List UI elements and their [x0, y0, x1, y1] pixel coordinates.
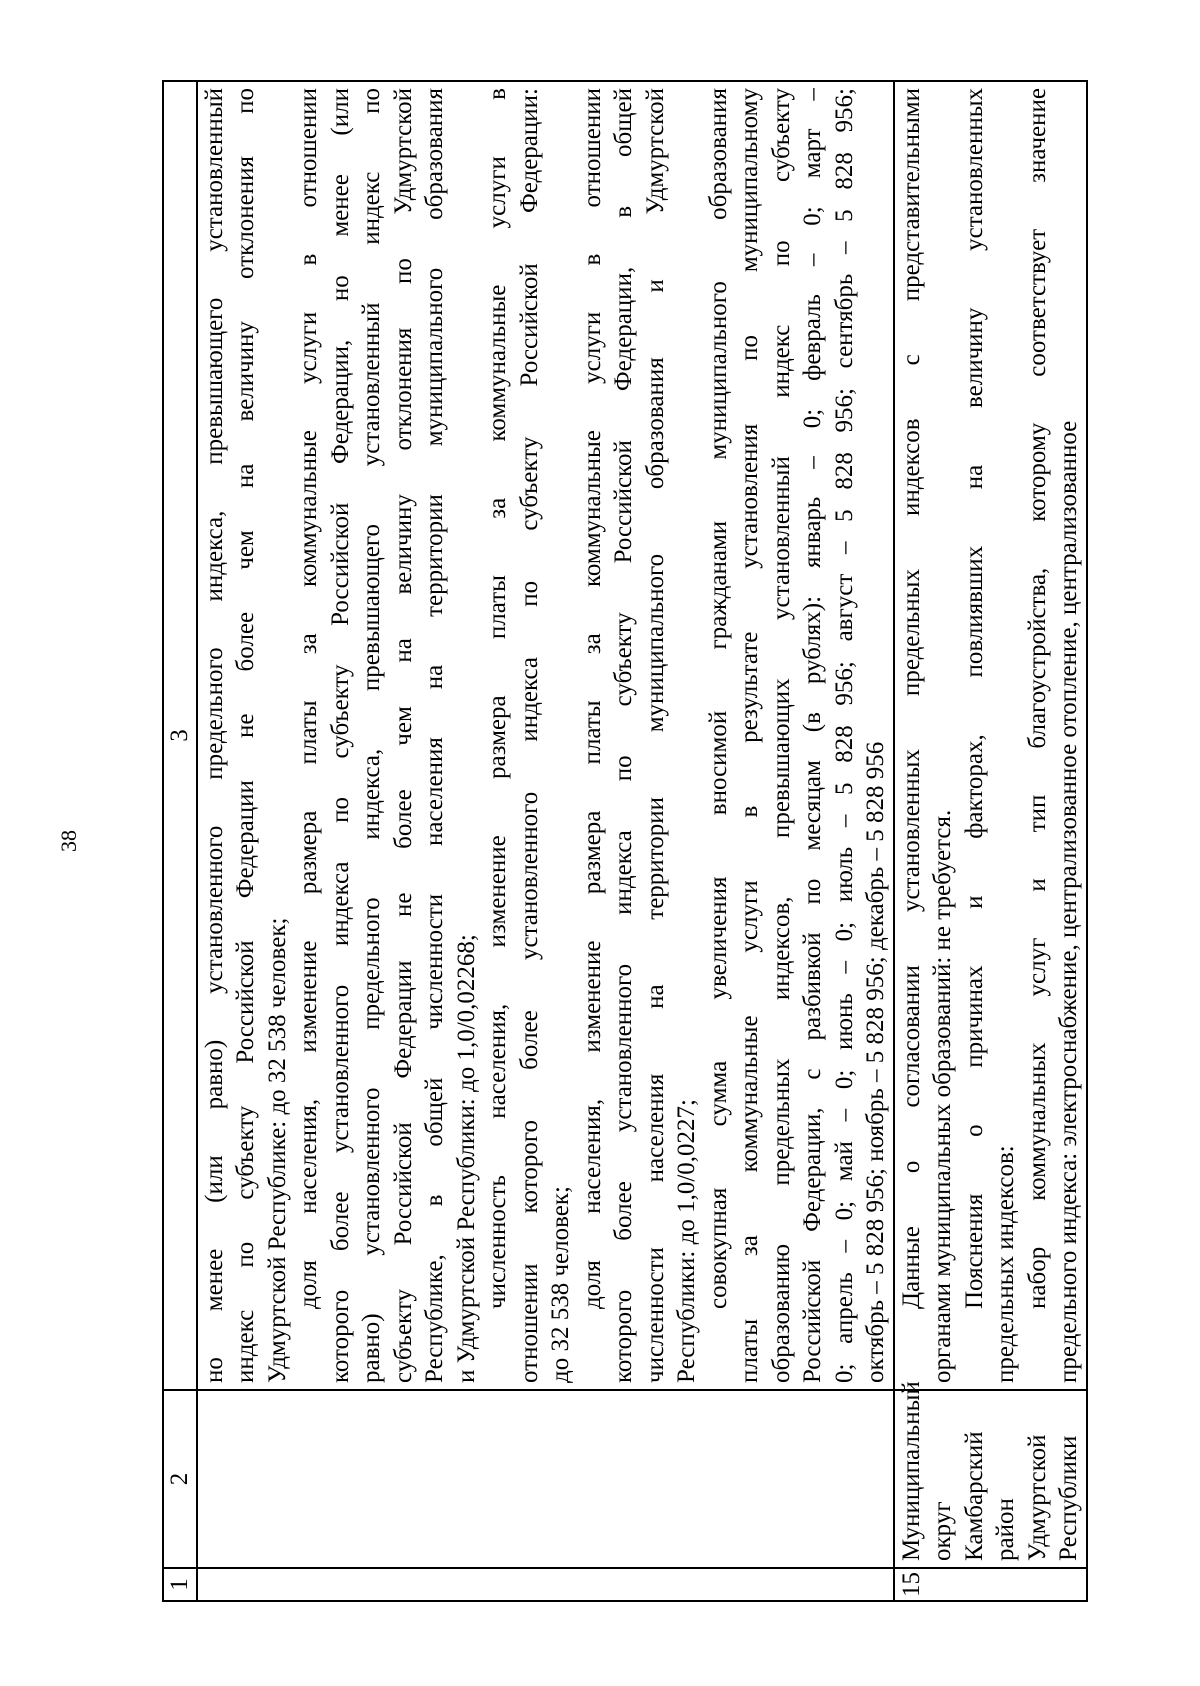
- description-line: которого более установленного индекса по субъекту Российской Федерации, но менее (или: [326, 88, 354, 1383]
- header-col-1: 1: [163, 1568, 197, 1601]
- table-header-row: [163, 81, 197, 1601]
- description-paragraph: [482, 88, 577, 1383]
- description-line: 0; апрель – 0; май – 0; июнь – 0; июль – 5 828 956; август – 5 828 956; сентябрь – 5 828 956;: [830, 88, 858, 1383]
- description-line: октябрь – 5 828 956; ноябрь – 5 828 956; декабрь – 5 828 956: [862, 741, 889, 1383]
- header-col-2: 2: [163, 1390, 197, 1568]
- description-line: Республики: до 1,0/0,0227;: [673, 1099, 700, 1383]
- description-line: численности населения на территории муниципального образования и Удмуртской: [641, 88, 669, 1383]
- description-paragraph: [293, 88, 482, 1383]
- description-line: предельных индексов:: [992, 1145, 1019, 1383]
- description-line: доля населения, изменение размера платы за коммунальные услуги в отношении: [578, 88, 606, 1309]
- description-line: доля населения, изменение размера платы за коммунальные услуги в отношении: [295, 88, 322, 1309]
- table-row: [197, 81, 894, 1601]
- page-number: 38: [56, 830, 81, 852]
- description-line: субъекту Российской Федерации не более чем на величину отклонения по Удмуртской: [389, 88, 417, 1383]
- description-line: равно) установленного предельного индекса, превышающего установленный индекс по: [358, 88, 385, 1383]
- header-col-3: 3: [163, 81, 197, 1390]
- description-paragraph: [577, 88, 703, 1383]
- description-line: Данные о согласовании установленных предельных индексов с представительными: [897, 88, 925, 1309]
- table-row: [894, 81, 1087, 1601]
- description-line: до 32 538 человек;: [547, 1186, 574, 1383]
- description-line: совокупная сумма увеличения вносимой гражданами муниципального образования: [704, 88, 732, 1309]
- municipality-name: [197, 1390, 894, 1568]
- document-table-rotated: [162, 82, 1097, 1602]
- row-number: [197, 1568, 894, 1601]
- description-line: Пояснения о причинах и факторах, повлиявших на величину установленных: [960, 88, 988, 1309]
- description-paragraph: [1022, 88, 1085, 1383]
- municipality-name: Муниципальный округ Камбарский район Удмуртской Республики: [894, 1390, 1087, 1568]
- row-description: [894, 81, 1087, 1390]
- description-paragraph: [896, 88, 959, 1383]
- description-line: Российской Федерации, с разбивкой по месяцам (в рублях): январь – 0; февраль – 0; март –: [799, 88, 826, 1383]
- description-line: предельного индекса: электроснабжение, централизованное отопление, централизованное: [1055, 420, 1082, 1383]
- description-paragraph: [959, 88, 1022, 1383]
- description-line: которого более установленного индекса по субъекту Российской Федерации, в общей: [610, 88, 637, 1383]
- row-number: 15: [894, 1568, 1087, 1601]
- description-line: платы за коммунальные услуги в результате установления по муниципальному: [736, 88, 763, 1383]
- description-line: и Удмуртской Республики: до 1,0/0,02268;: [452, 934, 480, 1383]
- description-line: численность населения, изменение размера платы за коммунальные услуги в: [484, 88, 511, 1309]
- description-line: набор коммунальных услуг и тип благоустройства, которому соответствует значение: [1023, 88, 1051, 1309]
- row-description: [197, 81, 894, 1390]
- description-line: индекс по субъекту Российской Федерации не более чем на величину отклонения по: [232, 88, 259, 1383]
- description-line: отношении которого более установленного индекса по субъекту Российской Федерации:: [515, 88, 543, 1383]
- description-line: но менее (или равно) установленного предельного индекса, превышающего установленный: [200, 88, 228, 1383]
- indices-table: [162, 80, 1088, 1602]
- description-line: органами муниципальных образований: не требуется.: [929, 809, 956, 1383]
- description-line: Республике, в общей численности населения на территории муниципального образования: [421, 88, 448, 1383]
- description-paragraph: [703, 88, 892, 1383]
- description-line: Удмуртской Республике: до 32 538 человек;: [263, 917, 291, 1383]
- description-paragraph: [199, 88, 294, 1383]
- description-line: образованию предельных индексов, превышающих установленный индекс по субъекту: [767, 88, 795, 1383]
